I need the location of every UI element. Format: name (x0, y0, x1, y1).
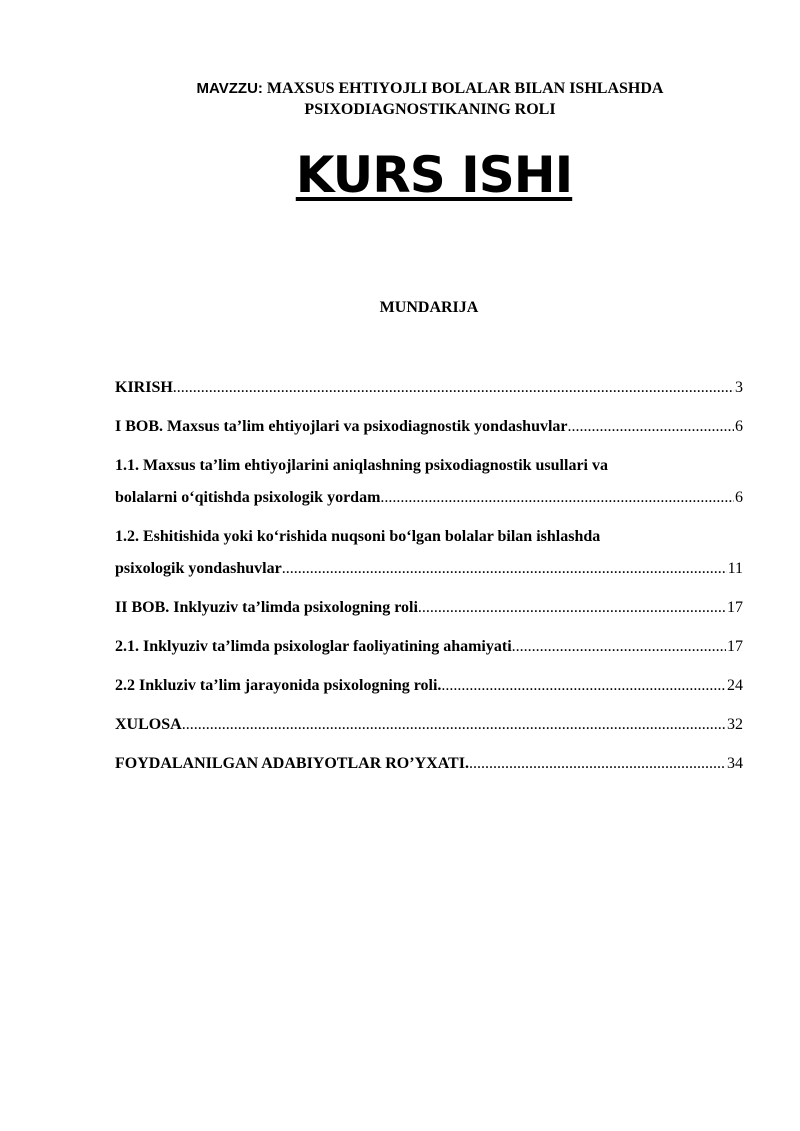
topic-title-line-2: PSIXODIAGNOSTIKANING ROLI (304, 101, 556, 118)
toc-entry-title: 2.1. Inklyuziv ta’limda psixologlar faoliyatining ahamiyati (115, 638, 512, 655)
toc-entry-title: XULOSA (115, 716, 182, 733)
toc-leader-dots (512, 631, 726, 663)
toc-page-number: 24 (727, 677, 743, 694)
toc-entry-title: 2.2 Inkluziv ta’lim jarayonida psixologning roli. (115, 677, 442, 694)
toc-entry-title: II BOB. Inklyuziv ta’limda psixologning roli (115, 599, 418, 616)
toc-leader-dots (380, 482, 734, 514)
table-of-contents (115, 372, 743, 780)
toc-entry-xulosa (115, 709, 743, 741)
toc-page-number: 17 (727, 638, 743, 655)
toc-leader-dots (282, 553, 727, 585)
toc-entry-section-2-2 (115, 670, 743, 702)
toc-page-number: 6 (735, 418, 743, 435)
toc-entry-title: FOYDALANILGAN ADABIYOTLAR RO’YXATI. (115, 755, 469, 772)
toc-entry-title: KIRISH (115, 379, 173, 396)
toc-leader-dots (182, 709, 726, 741)
toc-leader-dots (469, 748, 726, 780)
toc-entry-references (115, 748, 743, 780)
toc-heading: MUNDARIJA (379, 299, 479, 316)
toc-entry-chapter-1 (115, 411, 743, 443)
toc-leader-dots (418, 592, 726, 624)
toc-entry-section-1-1 (115, 450, 743, 514)
toc-page-number: 17 (727, 599, 743, 616)
toc-entry-section-2-1 (115, 631, 743, 663)
toc-entry-title-line-1: 1.2. Eshitishida yoki ko‘rishida nuqsoni bo‘lgan bolalar bilan ishlashda (115, 528, 601, 545)
toc-entry-title-line-1: 1.1. Maxsus ta’lim ehtiyojlarini aniqlashning psixodiagnostik usullari va (115, 457, 608, 474)
toc-page-number: 6 (735, 489, 743, 506)
toc-page-number: 11 (727, 560, 743, 577)
document-type-title (0, 142, 800, 208)
document-type-text: KURS ISHI (295, 146, 573, 204)
toc-page-number: 3 (735, 379, 743, 396)
toc-entry-chapter-2 (115, 592, 743, 624)
topic-prefix: MAVZZU: (196, 80, 263, 97)
toc-entry-title: I BOB. Maxsus ta’lim ehtiyojlari va psixodiagnostik yondashuvlar (115, 418, 568, 435)
topic-header (100, 78, 760, 120)
toc-entry-title-line-2: bolalarni o‘qitishda psixologik yordam (115, 489, 381, 506)
topic-title-line-1: MAXSUS EHTIYOJLI BOLALAR BILAN ISHLASHDA (266, 80, 664, 97)
toc-leader-dots (173, 372, 734, 404)
toc-entry-section-1-2 (115, 521, 743, 585)
toc-page-number: 34 (727, 755, 743, 772)
toc-entry-kirish (115, 372, 743, 404)
toc-leader-dots (441, 670, 726, 702)
topic-line-1 (100, 78, 760, 99)
toc-leader-dots (568, 411, 734, 443)
toc-page-number: 32 (727, 716, 743, 733)
toc-entry-title-line-2: psixologik yondashuvlar (115, 560, 282, 577)
